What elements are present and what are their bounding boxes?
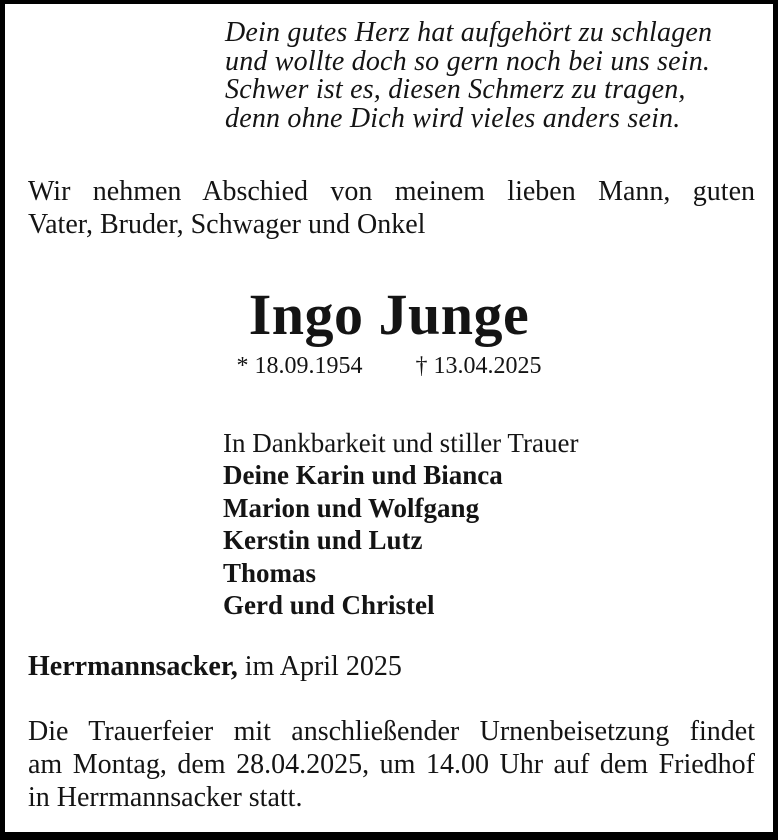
place-dateline — [28, 653, 402, 681]
farewell-line-1: Wir nehmen Abschied von meinem lieben Mann, guten — [28, 176, 755, 207]
date-text: im April 2025 — [244, 651, 402, 682]
deceased-name: Ingo Junge — [248, 282, 530, 347]
birth-date: * 18.09.1954 — [236, 353, 363, 379]
farewell-line-2: Vater, Bruder, Schwager und Onkel — [28, 208, 426, 240]
funeral-line-2: am Montag, dem 28.04.2025, um 14.00 Uhr auf dem Friedhof — [28, 748, 755, 780]
mourner-name-1: Deine Karin und Bianca — [223, 460, 503, 491]
death-date: † 13.04.2025 — [415, 353, 542, 379]
life-dates — [5, 354, 773, 378]
poem-line-2: und wollte doch so gern noch bei uns sein. — [225, 45, 711, 77]
mourner-name-5: Gerd und Christel — [223, 590, 435, 621]
mourners-block — [223, 427, 578, 621]
memorial-poem — [225, 19, 712, 133]
mourner-name-3: Kerstin und Lutz — [223, 525, 423, 556]
mourner-name-4: Thomas — [223, 557, 317, 588]
mourner-name-2: Marion und Wolfgang — [223, 492, 480, 523]
poem-line-4: denn ohne Dich wird vieles anders sein. — [225, 102, 681, 134]
poem-line-3: Schwer ist es, diesen Schmerz zu tragen, — [225, 74, 686, 106]
mourners-intro: In Dankbarkeit und stiller Trauer — [223, 428, 579, 458]
funeral-announcement — [28, 716, 755, 814]
poem-line-1: Dein gutes Herz hat aufgehört zu schlagen — [225, 17, 713, 48]
funeral-line-1: Die Trauerfeier mit anschließender Urnenbeisetzung findet — [28, 716, 755, 747]
place-name: Herrmannsacker, — [28, 651, 238, 682]
funeral-line-3: in Herrmannsacker statt. — [28, 781, 303, 813]
farewell-paragraph — [28, 176, 755, 241]
